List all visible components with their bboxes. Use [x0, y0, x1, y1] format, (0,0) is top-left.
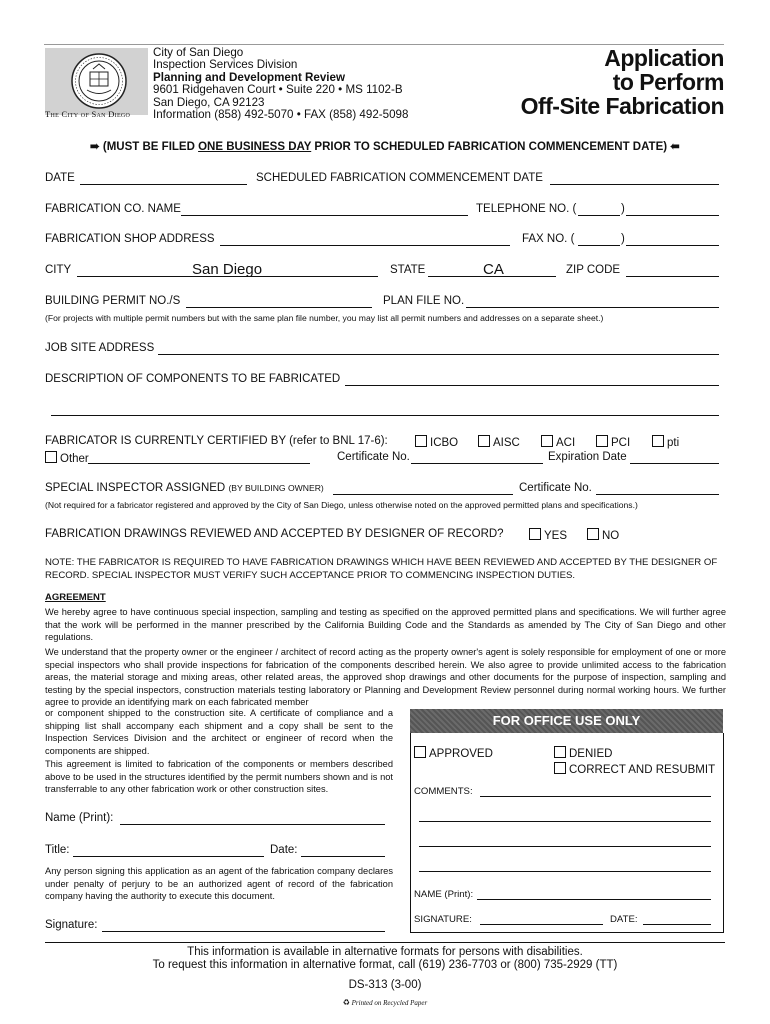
title-field[interactable]: [73, 856, 264, 857]
notice-pre: (MUST BE FILED: [102, 141, 199, 153]
special-cert-label: Certificate No.: [519, 482, 592, 494]
recycled-note: [0, 998, 770, 1007]
footer-line-2: To request this information in alternative format, call (619) 236-7703 or (800) 735-2929 (TT): [152, 959, 618, 971]
drawings-yes[interactable]: [529, 528, 567, 542]
pointer-left-icon: ➠: [670, 141, 680, 153]
perjury-statement: Any person signing this application as an agent of the fabrication company declares under penalty of perjury to be an authorized agent of record of the fabrication company having the authority to execute this document.: [45, 866, 393, 902]
office-comments-field[interactable]: [480, 796, 711, 797]
city-label: CITY: [45, 264, 72, 276]
denied-label: DENIED: [569, 748, 613, 760]
title-line-1: Application: [604, 45, 724, 71]
recycled-text: Printed on Recycled Paper: [351, 999, 428, 1007]
date-label: DATE: [45, 172, 75, 184]
filing-notice: [0, 139, 770, 153]
state-label: STATE: [390, 264, 426, 276]
date-field[interactable]: [80, 184, 247, 185]
planfile-label: PLAN FILE NO.: [383, 295, 465, 307]
footer-rule: [45, 942, 725, 943]
icbo-label: ICBO: [430, 437, 459, 449]
fax-label: FAX NO. (: [522, 233, 575, 245]
office-comments-line-2[interactable]: [419, 821, 711, 822]
telephone-paren: ): [621, 203, 625, 215]
office-denied[interactable]: [554, 746, 612, 760]
agreement-paragraph-2: We understand that the property owner or the engineer / architect of record acting as the property owner's agent is solely responsible for employment of one or more special inspectors who shall provide inspections for fabrication of the components described herein. We also agree to provide unlimited access to the fabrication areas, the material storage and mixing areas, other related areas, the approved shop drawings and other documents for the purpose of inspection, sampling and testing by the special inspectors, construction materials testing laboratory or Planning and Development Review personnel during normal working hours. We further agree to provide an identifying mark on each fabricated member: [45, 647, 726, 708]
approved-label: APPROVED: [429, 748, 493, 760]
agreement-paragraph-1: We hereby agree to have continuous special inspection, sampling and testing as specified on the approved permitted plans and specifications. We will further agree that the work will be performed in the manner prescribed by the California Building Code and the Standards as amended by The City of San Diego and other regulations.: [45, 607, 726, 643]
fax-area-code[interactable]: [578, 245, 620, 246]
icbo-checkbox[interactable]: [415, 435, 427, 447]
logo-caption: The City of San Diego: [45, 109, 131, 119]
notice-post: PRIOR TO SCHEDULED FABRICATION COMMENCEMENT DATE): [311, 141, 668, 153]
special-note: (Not required for a fabricator registered and approved by the City of San Diego, unless otherwise noted on the approved permitted plans and specifications.): [45, 500, 638, 510]
agreement-paragraph-3: This agreement is limited to fabrication of the components or members described above to be used in the structures identified by the permit numbers shown and is not transferrable to any other fabrication work or other construction sites.: [45, 759, 393, 795]
shop-address-field[interactable]: [220, 245, 510, 246]
cert-no-label: Certificate No.: [337, 451, 410, 463]
date-sign-label: Date:: [270, 844, 298, 856]
state-value[interactable]: CA: [483, 261, 504, 278]
cert-option-icbo[interactable]: [415, 435, 458, 449]
recycle-icon: ♻: [342, 998, 350, 1007]
special-inspector-text: SPECIAL INSPECTOR ASSIGNED: [45, 482, 226, 494]
pci-label: PCI: [611, 437, 631, 449]
planfile-field[interactable]: [466, 307, 719, 308]
division-name: Inspection Services Division: [153, 58, 298, 72]
cert-no-field[interactable]: [411, 463, 543, 464]
special-inspector-field[interactable]: [333, 494, 513, 495]
office-resubmit[interactable]: [554, 762, 715, 776]
expiration-label: Expiration Date: [548, 451, 627, 463]
cert-option-pti[interactable]: [652, 435, 679, 449]
other-label: Other: [60, 453, 89, 465]
agreement-paragraph-2-cont: or component shipped to the construction site. A certificate of compliance and a shipping list shall accompany each shipment and a copy shall be sent to the Inspection Services Division and the architect or engineer of record when the components are shipped.: [45, 708, 393, 756]
expiration-field[interactable]: [630, 463, 719, 464]
footer-accessibility: [0, 946, 770, 972]
yes-checkbox[interactable]: [529, 528, 541, 540]
aci-checkbox[interactable]: [541, 435, 553, 447]
telephone-area-code[interactable]: [578, 215, 620, 216]
description-field[interactable]: [345, 385, 719, 386]
resubmit-checkbox[interactable]: [554, 762, 566, 774]
sched-date-label: SCHEDULED FABRICATION COMMENCEMENT DATE: [256, 172, 543, 184]
cert-option-other[interactable]: [45, 451, 89, 465]
office-date-field[interactable]: [643, 924, 711, 925]
city-state-zip: San Diego, CA 92123: [153, 95, 265, 109]
pointer-right-icon: ➠: [90, 141, 100, 153]
office-comments-label: COMMENTS:: [414, 786, 473, 797]
office-date-label: DATE:: [610, 914, 638, 925]
signature-label: Signature:: [45, 919, 98, 931]
notice-underlined: ONE BUSINESS DAY: [198, 141, 312, 153]
office-name-field[interactable]: [477, 899, 711, 900]
telephone-field[interactable]: [626, 215, 719, 216]
jobsite-field[interactable]: [158, 354, 719, 355]
no-label: NO: [602, 530, 620, 542]
drawings-label: FABRICATION DRAWINGS REVIEWED AND ACCEPTED BY DESIGNER OF RECORD?: [45, 528, 504, 540]
denied-checkbox[interactable]: [554, 746, 566, 758]
zip-field[interactable]: [626, 276, 719, 277]
footer-line-1: This information is available in alternative formats for persons with disabilities.: [187, 946, 583, 958]
fabco-field[interactable]: [181, 215, 468, 216]
form-title: [521, 46, 724, 118]
title-label: Title:: [45, 844, 70, 856]
office-comments-line-3[interactable]: [419, 846, 711, 847]
description-field-2[interactable]: [51, 415, 719, 416]
office-name-label: NAME (Print):: [414, 889, 474, 900]
name-print-label: Name (Print):: [45, 812, 114, 824]
pci-checkbox[interactable]: [596, 435, 608, 447]
approved-checkbox[interactable]: [414, 746, 426, 758]
aisc-label: AISC: [493, 437, 520, 449]
special-cert-field[interactable]: [596, 494, 719, 495]
office-use-heading: FOR OFFICE USE ONLY: [410, 709, 723, 733]
cert-option-aci[interactable]: [541, 435, 575, 449]
zip-label: ZIP CODE: [566, 264, 621, 276]
title-line-3: Off-Site Fabrication: [520, 93, 724, 119]
yes-label: YES: [544, 530, 568, 542]
name-print-field[interactable]: [120, 824, 385, 825]
description-label: DESCRIPTION OF COMPONENTS TO BE FABRICATED: [45, 373, 341, 385]
cert-option-pci[interactable]: [596, 435, 630, 449]
aisc-checkbox[interactable]: [478, 435, 490, 447]
shop-address-label: FABRICATION SHOP ADDRESS: [45, 233, 215, 245]
street-address: 9601 Ridgehaven Court • Suite 220 • MS 1102-B: [153, 83, 403, 97]
agreement-heading: AGREEMENT: [45, 592, 106, 603]
signature-field[interactable]: [102, 931, 385, 932]
fabricator-note: NOTE: THE FABRICATOR IS REQUIRED TO HAVE FABRICATION DRAWINGS WHICH HAVE BEEN REVIEWED AND ACCEPTED BY THE DESIGNER OF RECORD. SPECIAL INSPECTOR MUST VERIFY SUCH ACCEPTANCE PRIOR TO COMMENCING INSPECTION DUTIES.: [45, 557, 718, 581]
title-line-2: to Perform: [612, 69, 724, 95]
special-inspector-qualifier: (BY BUILDING OWNER): [228, 483, 324, 493]
other-field[interactable]: [88, 463, 310, 464]
aci-label: ACI: [556, 437, 576, 449]
drawings-no[interactable]: [587, 528, 619, 542]
office-signature-field[interactable]: [480, 924, 603, 925]
resubmit-label: CORRECT AND RESUBMIT: [569, 764, 716, 776]
pti-checkbox[interactable]: [652, 435, 664, 447]
office-comments-line-4[interactable]: [419, 871, 711, 872]
sched-date-field[interactable]: [550, 184, 719, 185]
office-signature-label: SIGNATURE:: [414, 914, 472, 925]
office-approved[interactable]: [414, 746, 493, 760]
fabco-label: FABRICATION CO. NAME: [45, 203, 181, 215]
date-sign-field[interactable]: [301, 856, 385, 857]
certified-label: FABRICATOR IS CURRENTLY CERTIFIED BY (refer to BNL 17-6):: [45, 435, 388, 447]
permit-note: (For projects with multiple permit numbers but with the same plan file number, you may list all permit numbers and addresses on a separate sheet.): [45, 313, 604, 323]
city-name: City of San Diego: [153, 46, 244, 59]
special-inspector-label: [45, 482, 324, 494]
pti-label: pti: [667, 437, 680, 449]
cert-option-aisc[interactable]: [478, 435, 520, 449]
other-checkbox[interactable]: [45, 451, 57, 463]
permit-label: BUILDING PERMIT NO./S: [45, 295, 181, 307]
telephone-label: TELEPHONE NO. (: [476, 203, 577, 215]
jobsite-label: JOB SITE ADDRESS: [45, 342, 155, 354]
contact-phone: Information (858) 492-5070 • FAX (858) 492-5098: [153, 108, 409, 122]
form-number: DS-313 (3-00): [348, 979, 422, 991]
no-checkbox[interactable]: [587, 528, 599, 540]
fax-paren: ): [621, 233, 625, 245]
department-name: Planning and Development Review: [153, 70, 345, 84]
city-value[interactable]: San Diego: [192, 261, 263, 278]
permit-field[interactable]: [186, 307, 372, 308]
city-seal-icon: [70, 52, 128, 110]
header-address-block: [153, 47, 408, 121]
fax-field[interactable]: [626, 245, 719, 246]
